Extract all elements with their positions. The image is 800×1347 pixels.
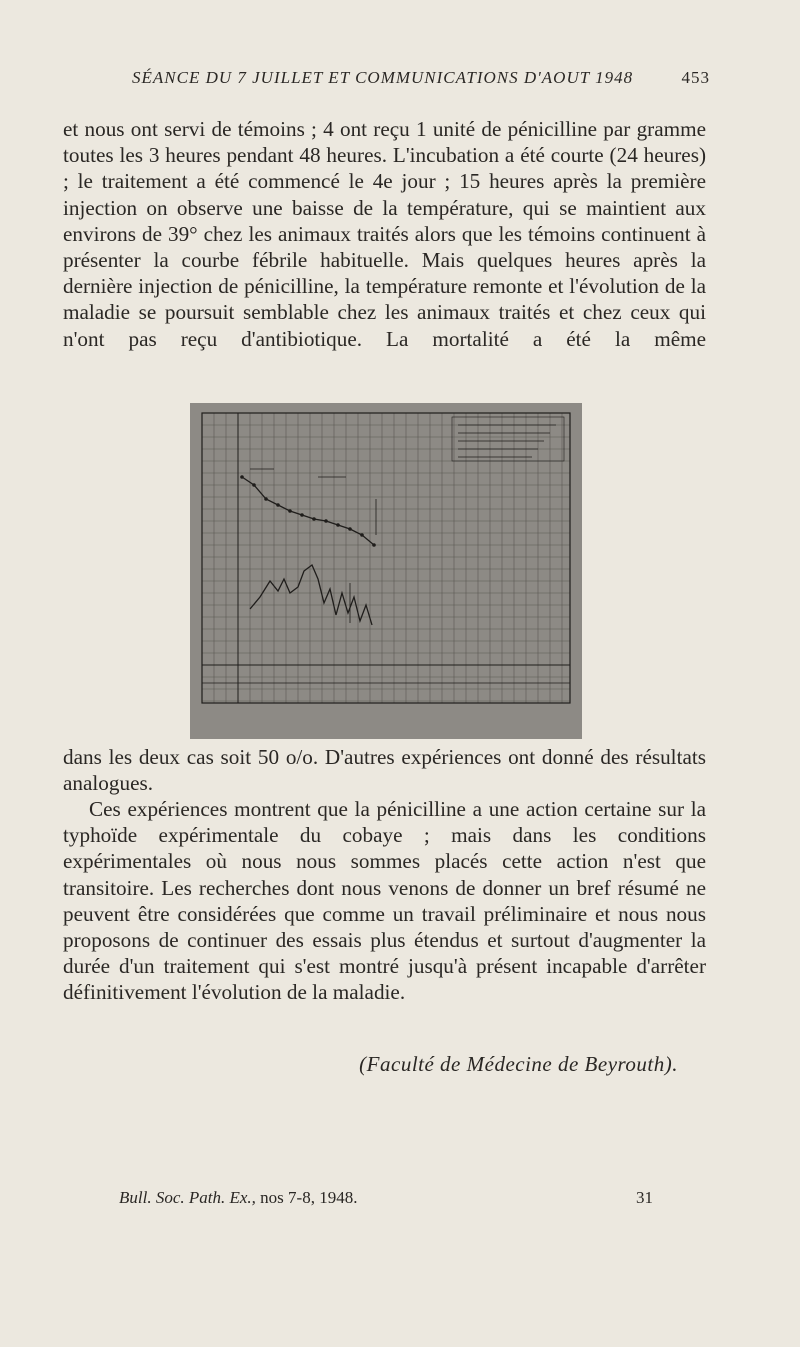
curve-point [360, 533, 364, 537]
curve-point [312, 517, 316, 521]
affiliation: (Faculté de Médecine de Beyrouth). [359, 1052, 678, 1076]
curve-point [372, 543, 376, 547]
footer-signature: 31 [636, 1188, 653, 1207]
chart-image [190, 403, 582, 739]
curve-point [300, 513, 304, 517]
page-number: 453 [681, 68, 710, 87]
curve-point [252, 483, 256, 487]
paragraph-1: et nous ont servi de témoins ; 4 ont reçu 1 unité de pénicilline par gramme toutes les 3 heures pendant 48 heures. L'incubation a été courte (24 heures) ; le traitement a été commencé le 4e jour ; 15 heures après la première injection on observe une baisse de la température, qui se maintient aux environs de 39° chez les animaux traités alors que les témoins continuent à présenter la courbe fébrile habituelle. Mais quelques heures après la dernière injection de pénicilline, la température remonte et l'évolution de la maladie se poursuit semblable chez les animaux traités et chez ceux qui n'ont pas reçu d'antibiotique. La mortalité a été la même [63, 117, 706, 351]
running-title: SÉANCE DU 7 JUILLET ET COMMUNICATIONS D'AOUT 1948 [132, 68, 634, 87]
chart-paper [190, 403, 582, 739]
curve-point [288, 509, 292, 513]
paragraph-3: Ces expériences montrent que la pénicilline a une action certaine sur la typhoïde expérimentale du cobaye ; mais dans les conditions expérimentales où nous nous sommes placés cette action n'est que transitoire. Les recherches dont nous venons de donner un bref résumé ne peuvent être considérées que comme un travail préliminaire et nous nous proposons de continuer des essais plus étendus et surtout d'augmenter la durée d'un traitement qui s'est montré jusqu'à présent incapable d'arrêter définitivement l'évolution de la maladie. [63, 797, 706, 1005]
temperature-chart-figure [190, 403, 582, 739]
curve-point [324, 519, 328, 523]
paragraph-2: dans les deux cas soit 50 o/o. D'autres expériences ont donné des résultats analogues. [63, 745, 706, 796]
curve-point [348, 527, 352, 531]
curve-point [276, 503, 280, 507]
footer [119, 1188, 653, 1208]
footer-issue: nos 7-8, 1948. [260, 1188, 358, 1207]
curve-point [240, 475, 244, 479]
curve-point [336, 523, 340, 527]
footer-journal: Bull. Soc. Path. Ex., [119, 1188, 256, 1207]
curve-point [264, 497, 268, 501]
